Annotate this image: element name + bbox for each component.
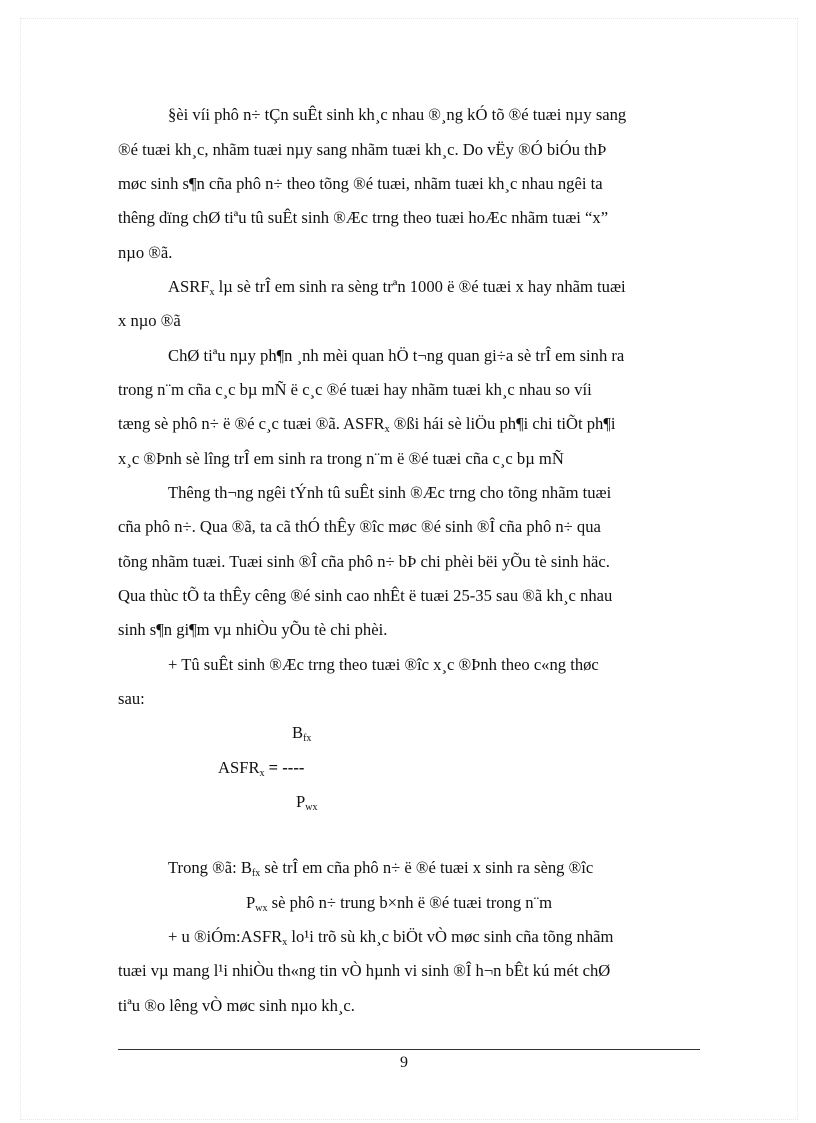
- text-line: trong n¨m cña c¸c bµ mÑ ë c¸c ®é tuæi hay nhãm tuæi kh¸c nhau so víi: [118, 380, 592, 399]
- text-line: Trong ®ã: $B_{fx}$ sè trÎ em cña phô n÷ ë ®é tuæi x sinh ra sèng ®îc: [168, 858, 594, 879]
- text-line: §èi víi phô n÷ tÇn suÊt sinh kh¸c nhau ®¸ng kÓ tõ ®é tuæi nµy sang: [168, 105, 627, 124]
- formula-lhs: $ASFR_x$ = ----: [218, 758, 305, 779]
- footer-rule: [118, 1049, 700, 1050]
- formula-denominator: $P_{wx}$: [296, 792, 318, 813]
- text-line: $P_{wx}$ sè phô n÷ trung b×nh ë ®é tuæi trong n¨m: [246, 893, 553, 914]
- page-number: 9: [400, 1054, 408, 1071]
- text-line: x nµo ®ã: [118, 311, 181, 330]
- text-line: ®é tuæi kh¸c, nhãm tuæi nµy sang nhãm tuæi kh¸c. Do vËy ®Ó biÓu thÞ: [118, 140, 607, 159]
- text-line: tæng sè phô n÷ ë ®é c¸c tuæi ®ã. $ASFR_x$ ®ßi hái sè liÖu ph¶i chi tiÕt ph¶i: [118, 414, 616, 435]
- text-line: ChØ tiªu nµy ph¶n ¸nh mèi quan hÖ t¬ng quan gi÷a sè trÎ em sinh ra: [168, 346, 625, 365]
- text-line: thêng dïng chØ tiªu tû suÊt sinh ®Æc trng theo tuæi hoÆc nhãm tuæi “x”: [118, 208, 609, 227]
- text-line: møc sinh s¶n cña phô n÷ theo tõng ®é tuæi, nhãm tuæi kh¸c nhau ngêi ta: [118, 174, 603, 193]
- text-line: cña phô n÷. Qua ®ã, ta cã thÓ thÊy ®îc møc ®é sinh ®Î cña phô n÷ qua: [118, 517, 601, 536]
- text-line: Thêng th¬ng ngêi tÝnh tû suÊt sinh ®Æc trng cho tõng nhãm tuæi: [168, 483, 612, 502]
- text-line: + u $®iÓm:ASFR_x$ lo¹i trõ sù kh¸c biÖt vÒ møc sinh cña tõng nhãm: [168, 927, 614, 948]
- text-line: sau:: [118, 689, 145, 708]
- formula-numerator: $B_{fx}$: [292, 723, 312, 744]
- text-line: tuæi vµ mang l¹i nhiÒu th«ng tin vÒ hµnh vi sinh ®Î h¬n bÊt kú mét chØ: [118, 961, 611, 980]
- text-line: + Tû suÊt sinh ®Æc trng theo tuæi ®îc x¸c ®Þnh theo c«ng thøc: [168, 655, 599, 674]
- text-line: tiªu ®o lêng vÒ møc sinh nµo kh¸c.: [118, 996, 355, 1015]
- text-line: Qua thùc tÕ ta thÊy cêng ®é sinh cao nhÊt ë tuæi 25-35 sau ®ã kh¸c nhau: [118, 586, 613, 605]
- text-line: tõng nhãm tuæi. Tuæi sinh ®Î cña phô n÷ bÞ chi phèi bëi yÕu tè sinh häc.: [118, 552, 610, 571]
- text-line: $ASRF_x$ lµ sè trÎ em sinh ra sèng trªn 1000 ë ®é tuæi x hay nhãm tuæi: [168, 277, 626, 298]
- text-line: sinh s¶n gi¶m vµ nhiÒu yÕu tè chi phèi.: [118, 620, 388, 639]
- text-line: nµo ®ã.: [118, 243, 173, 262]
- text-line: x¸c ®Þnh sè lîng trÎ em sinh ra trong n¨m ë ®é tuæi cña c¸c bµ mÑ: [118, 449, 564, 468]
